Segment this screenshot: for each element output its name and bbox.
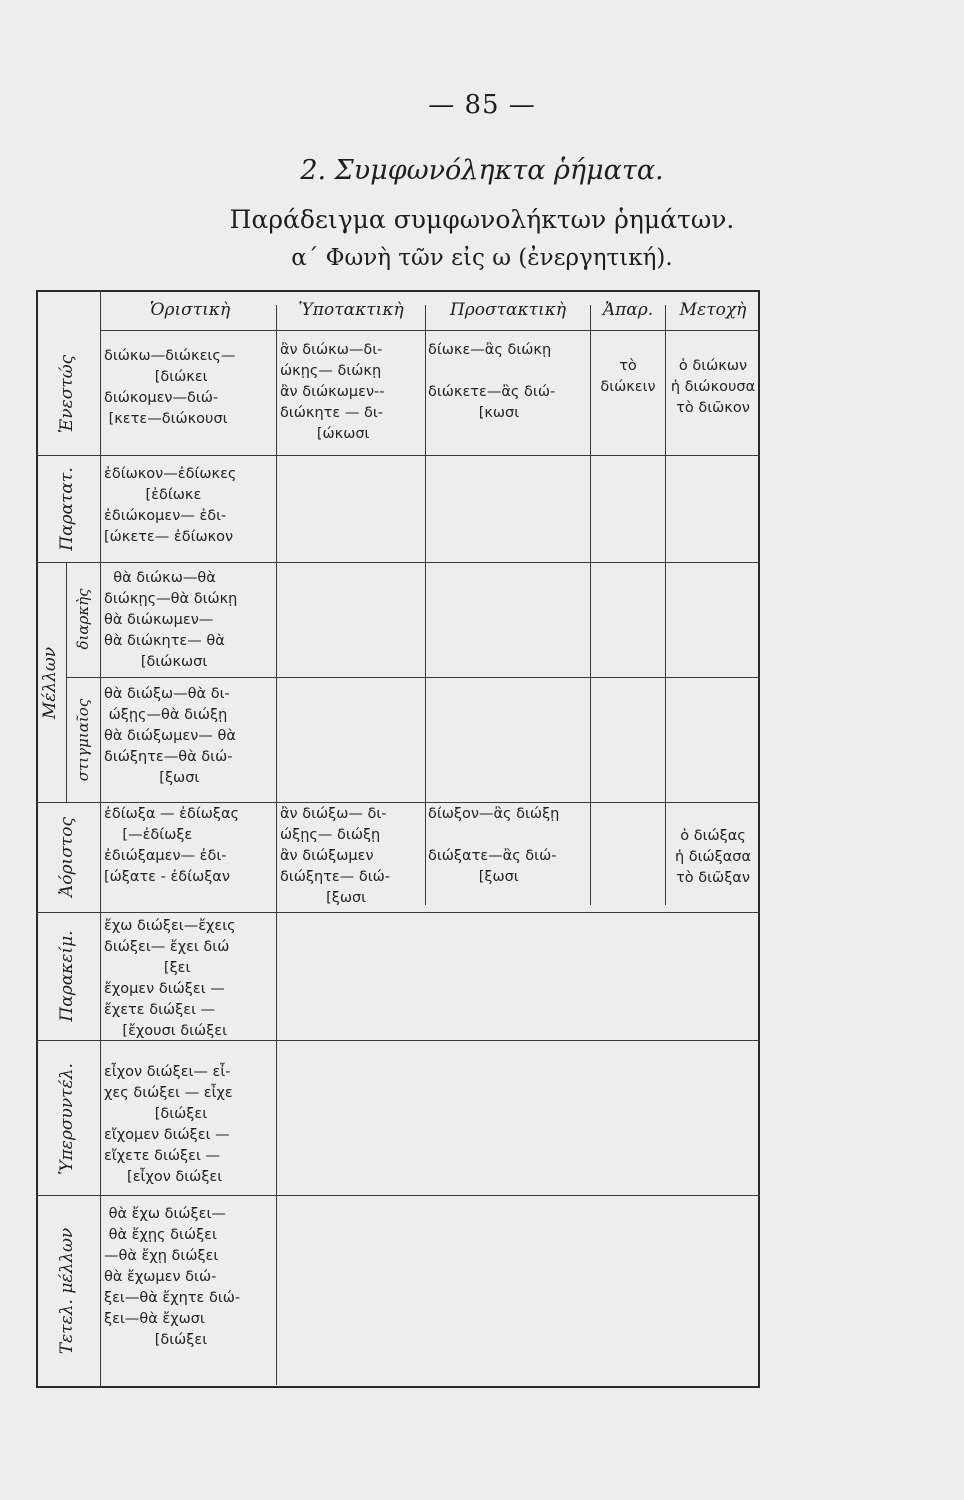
ypersyntelikos-oristiki: εἶχον διώξει— εἶ- χες διώξει — εἶχε [διώξει εἴχομεν διώξει — εἴχετε διώξει — [εἶχον διώξει: [104, 1064, 233, 1185]
tetel-mellon-oristiki: θὰ ἔχω διώξει— θὰ ἔχῃς διώξει —θὰ ἔχῃ διώξει θὰ ἔχωμεν διώ- ξει—θὰ ἔχητε διώ- ξει—θὰ ἔχωσι [διώξει: [104, 1206, 241, 1348]
tense-tetel-mellon: Τετελ. μέλλων: [57, 1227, 77, 1355]
rule-h-aoristos: [36, 912, 760, 913]
tense-mellon-stigmiaios: στιγμιαῖος: [74, 698, 92, 782]
aoristos-ypotaktiki: ἂν διώξω— δι- ώξῃς— διώξῃ ἂν διώξωμεν διώξητε— διώ- [ξωσι: [280, 806, 391, 906]
tense-enestos: Ἐνεστώς: [57, 354, 77, 434]
rule-v-ypotaktiki: [425, 305, 426, 905]
aoristos-metochi: ὁ διώξας ἡ διώξασα τὸ διῶξαν: [674, 828, 752, 886]
aoristos-prostaktiki: δίωξον—ἂς διώξῃ διώξατε—ἂς διώ- [ξωσι: [428, 806, 560, 885]
header-oristiki: Ὁριστικὴ: [149, 300, 231, 320]
enestos-metochi: ὁ διώκων ἡ διώκουσα τὸ διῶκον: [670, 358, 756, 416]
header-ypotaktiki: Ὑποτακτικὴ: [298, 300, 404, 320]
enestos-aparemfato: τὸ διώκειν: [600, 358, 656, 395]
voice-heading: α΄ Φωνὴ τῶν εἰς ω (ἐνεργητική).: [291, 245, 673, 271]
rule-h-mellon: [36, 802, 760, 803]
parakeimenos-oristiki: ἔχω διώξει—ἔχεις διώξει— ἔχει διώ [ξει ἔχομεν διώξει — ἔχετε διώξει — [ἔχουσι διώξει: [104, 918, 236, 1039]
section-subtitle: Παράδειγμα συμφωνολήκτων ῥημάτων.: [229, 205, 735, 234]
tense-aoristos: Ἀόριστος: [57, 817, 77, 897]
header-prostaktiki: Προστακτικὴ: [449, 300, 567, 320]
tense-ypersyntelikos: Ὑπερσυντέλ.: [57, 1063, 77, 1175]
rule-h-ypersyntelikos: [36, 1195, 760, 1196]
rule-v-mellon-sub: [66, 562, 67, 802]
tense-mellon: Μέλλων: [40, 646, 60, 720]
page-number: — 85 —: [428, 90, 536, 120]
rule-h-paratatikos: [36, 562, 760, 563]
rule-h-mellon-diarkis: [66, 677, 760, 678]
tense-paratatikos: Παρατατ.: [57, 467, 77, 551]
aoristos-oristiki: ἐδίωξα — ἐδίωξας [—ἐδίωξε ἐδιώξαμεν— ἐδι- [ώξατε - ἐδίωξαν: [104, 806, 240, 885]
rule-h-enestos: [36, 455, 760, 456]
rule-v-oristiki: [276, 305, 277, 1385]
enestos-prostaktiki: δίωκε—ἂς διώκῃ διώκετε—ἂς διώ- [κωσι: [428, 342, 556, 421]
rule-h-header: [100, 330, 760, 331]
mellon-stigmiaios-oristiki: θὰ διώξω—θὰ δι- ώξῃς—θὰ διώξῃ θὰ διώξωμεν— θὰ διώξητε—θὰ διώ- [ξωσι: [104, 686, 236, 786]
tense-parakeimenos: Παρακείμ.: [57, 930, 77, 1022]
rule-v-prostaktiki: [590, 305, 591, 905]
mellon-diarkis-oristiki: θὰ διώκω—θὰ διώκῃς—θὰ διώκῃ θὰ διώκωμεν— θὰ διώκητε— θὰ [διώκωσι: [104, 570, 238, 670]
enestos-oristiki: διώκω—διώκεις— [διώκει διώκομεν—διώ- [κετε—διώκουσι: [104, 348, 236, 427]
header-metochi: Μετοχὴ: [679, 300, 747, 320]
paratatikos-oristiki: ἐδίωκον—ἐδίωκες [ἐδίωκε ἐδιώκομεν— ἐδι- [ώκετε— ἐδίωκον: [104, 466, 237, 545]
section-title: 2. Συμφωνόληκτα ῥήματα.: [300, 155, 664, 186]
tense-mellon-diarkis: διαρκὴς: [74, 588, 92, 650]
enestos-ypotaktiki: ἂν διώκω—δι- ώκῃς— διώκῃ ἂν διώκωμεν-- διώκητε — δι- [ώκωσι: [280, 342, 385, 442]
rule-v-aparemfato: [665, 305, 666, 905]
header-aparemfato: Ἀπαρ.: [602, 300, 654, 320]
